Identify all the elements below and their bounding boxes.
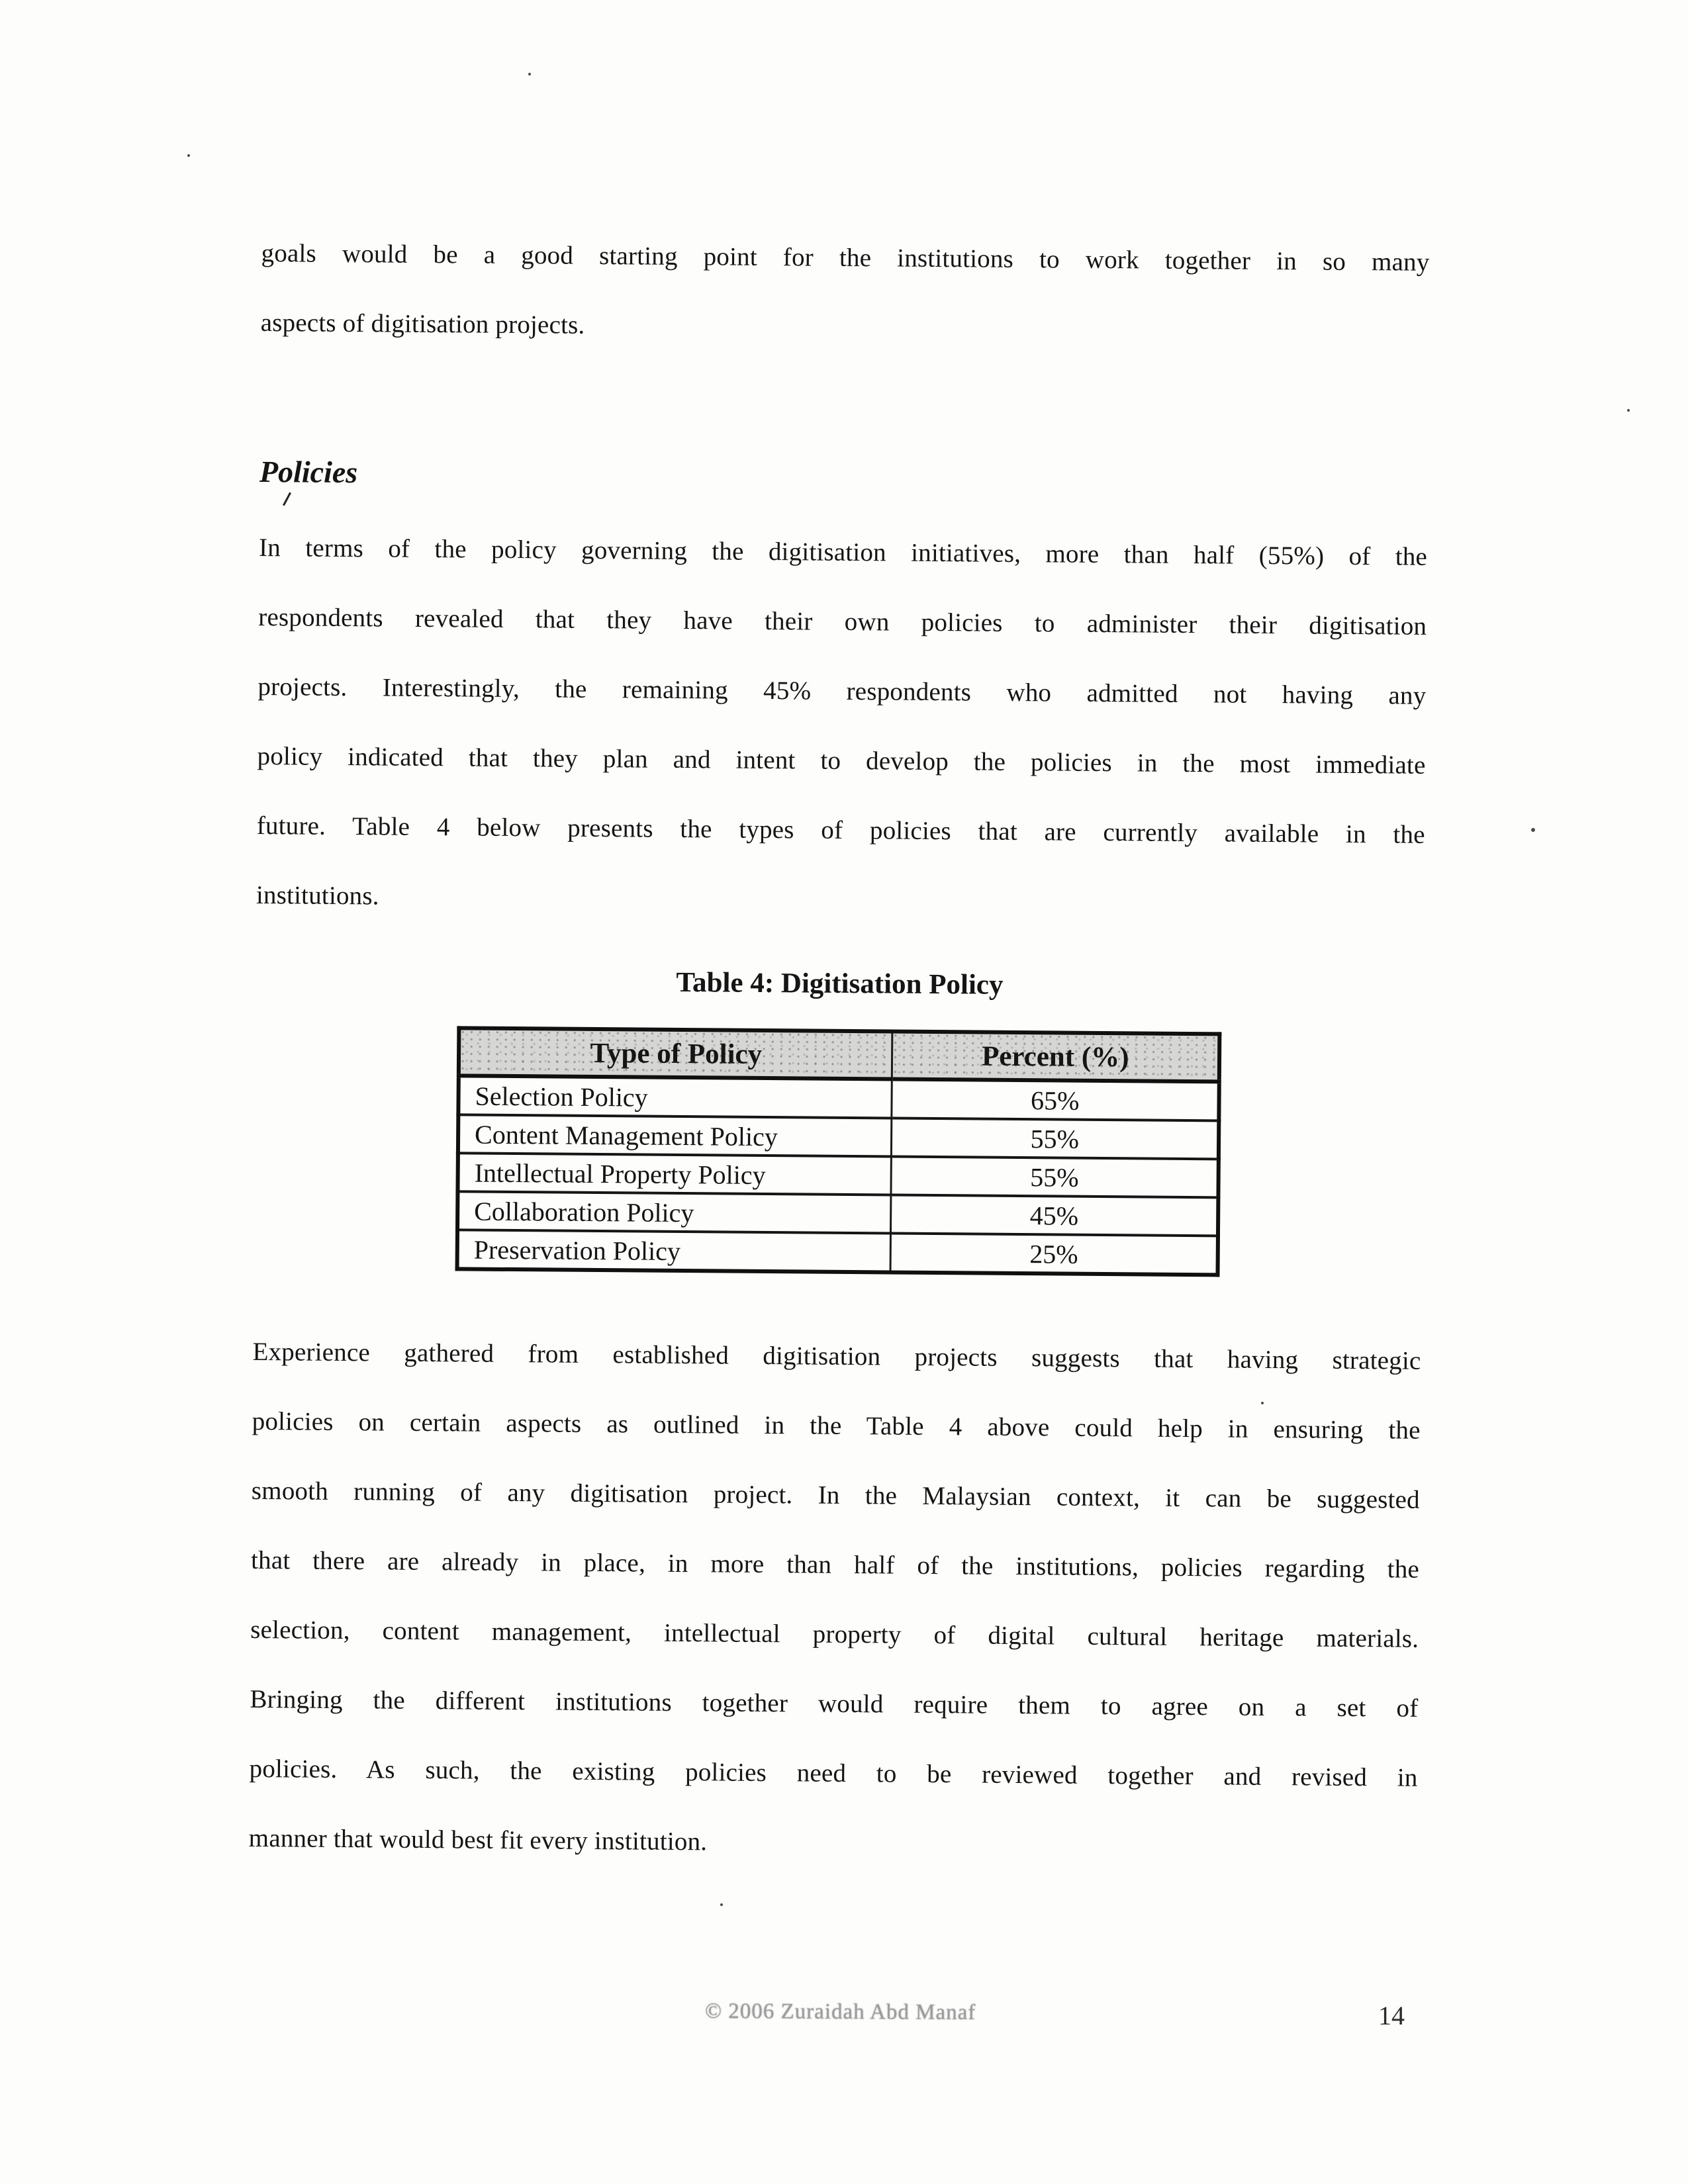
- column-header-type: Type of Policy: [459, 1028, 892, 1079]
- body-text-line: Experience gathered from established digitisation projects suggests that having strategic: [252, 1337, 1421, 1375]
- percent-cell: 55%: [891, 1157, 1219, 1198]
- body-text-line: In terms of the policy governing the digitisation initiatives, more than half (55%) of the: [258, 533, 1428, 571]
- policy-table: [455, 1026, 1222, 1277]
- body-text-line: respondents revealed that they have their own policies to administer their digitisation: [258, 602, 1427, 641]
- body-text-line: smooth running of any digitisation project. In the Malaysian context, it can be suggested: [251, 1476, 1421, 1514]
- policy-type-cell: Collaboration Policy: [457, 1191, 891, 1233]
- percent-cell: 45%: [891, 1195, 1219, 1236]
- body-text-line: policy indicated that they plan and intent to develop the policies in the most immediate: [257, 741, 1426, 780]
- body-text-line: projects. Interestingly, the remaining 45% respondents who admitted not having any: [258, 672, 1427, 710]
- body-text-line: aspects of digitisation projects.: [260, 308, 585, 340]
- body-text-line: institutions.: [256, 880, 379, 911]
- body-text-line: selection, content management, intellectual property of digital cultural heritage materials.: [250, 1615, 1419, 1653]
- scan-speck: [1531, 828, 1535, 832]
- table-row: [457, 1153, 1218, 1197]
- body-text-line: policies on certain aspects as outlined in the Table 4 above could help in ensuring the: [252, 1406, 1421, 1445]
- body-text-line: goals would be a good starting point for the institutions to work together in so many: [261, 238, 1430, 277]
- policy-type-cell: Intellectual Property Policy: [457, 1153, 891, 1195]
- policy-type-cell: Selection Policy: [458, 1075, 892, 1118]
- column-header-percent: Percent (%): [892, 1032, 1220, 1082]
- paragraph-2: [256, 513, 1428, 939]
- paragraph-3: [248, 1317, 1421, 1882]
- section-heading: Policies: [259, 454, 358, 490]
- scan-speck: [1627, 409, 1630, 412]
- percent-cell: 55%: [892, 1118, 1219, 1160]
- table-caption: Table 4: Digitisation Policy: [676, 966, 1004, 1001]
- footer-copyright: © 2006 Zuraidah Abd Manaf: [704, 1999, 976, 2025]
- policy-type-cell: Content Management Policy: [458, 1115, 892, 1156]
- table-row: [457, 1191, 1218, 1236]
- scan-speck: [720, 1903, 723, 1906]
- percent-cell: 65%: [892, 1079, 1219, 1121]
- body-text-line: that there are already in place, in more than half of the institutions, policies regarding the: [250, 1545, 1420, 1584]
- scan-speck: [528, 73, 531, 75]
- percent-cell: 25%: [890, 1234, 1218, 1275]
- body-text-line: future. Table 4 below presents the types of policies that are currently available in the: [256, 811, 1425, 849]
- scan-speck: [1261, 1402, 1264, 1404]
- policy-type-cell: Preservation Policy: [457, 1230, 891, 1272]
- body-text-line: policies. As such, the existing policies need to be reviewed together and revised in: [249, 1754, 1418, 1792]
- table-row: [457, 1230, 1218, 1275]
- page-content: [248, 218, 1430, 1882]
- page-number: 14: [1378, 2001, 1405, 2030]
- body-text-line: manner that would best fit every institution.: [248, 1823, 708, 1856]
- scan-speck: [187, 154, 190, 157]
- table-row: [458, 1075, 1219, 1120]
- paragraph-1: [260, 218, 1430, 367]
- body-text-line: Bringing the different institutions together would require them to agree on a set of: [250, 1684, 1419, 1723]
- table-row: [458, 1115, 1219, 1159]
- table-header-row: [459, 1028, 1220, 1081]
